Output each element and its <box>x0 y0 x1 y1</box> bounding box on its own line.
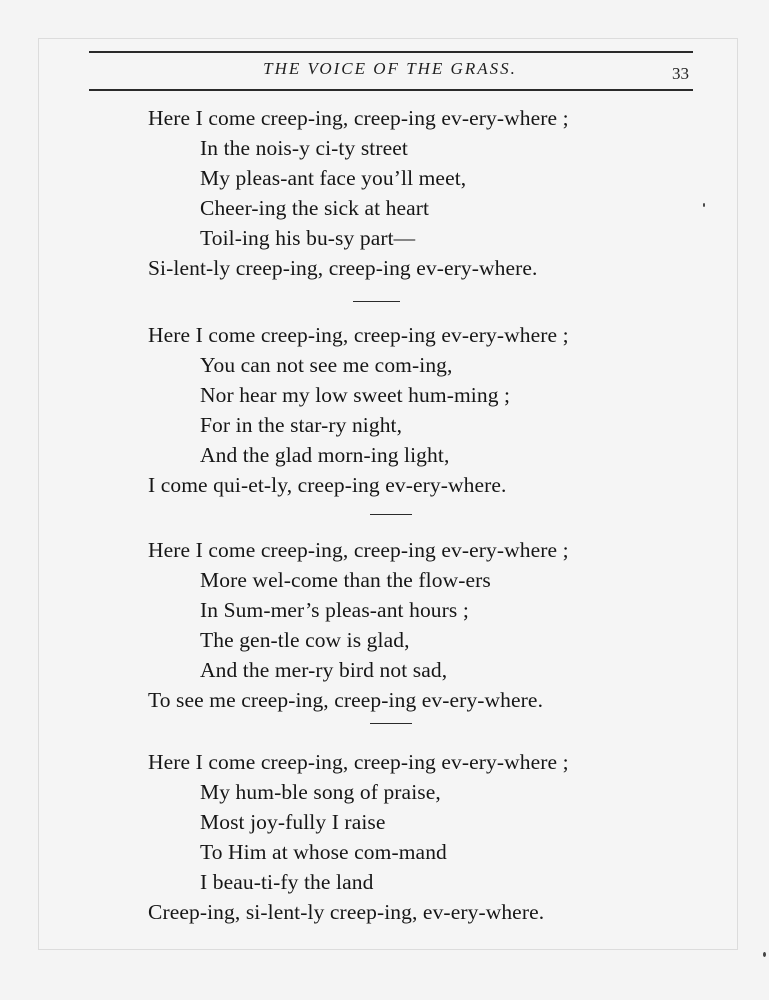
poem-line: To see me creep-ing, creep-ing ev-ery-where. <box>148 688 544 712</box>
poem-line: The gen-tle cow is glad, <box>200 628 410 652</box>
poem-line: To Him at whose com-mand <box>200 840 447 864</box>
header-bottom-rule <box>89 89 693 91</box>
poem-line: Most joy-fully I raise <box>200 810 386 834</box>
poem-line: In Sum-mer’s pleas-ant hours ; <box>200 598 469 622</box>
poem-line: Here I come creep-ing, creep-ing ev-ery-where ; <box>148 750 569 774</box>
poem-line: Cheer-ing the sick at heart <box>200 196 430 220</box>
poem-line: My hum-ble song of praise, <box>200 780 441 804</box>
stanza-divider <box>370 514 412 515</box>
header-top-rule <box>89 51 693 53</box>
poem-line: Here I come creep-ing, creep-ing ev-ery-where ; <box>148 106 569 130</box>
paper-speck <box>703 203 705 207</box>
stanza-2 <box>148 320 668 500</box>
poem-line: And the glad morn-ing light, <box>200 443 450 467</box>
poem-line: Nor hear my low sweet hum-ming ; <box>200 383 511 407</box>
poem-line: Here I come creep-ing, creep-ing ev-ery-where ; <box>148 323 569 347</box>
paper-speck <box>763 952 766 957</box>
stanza-divider <box>370 723 412 724</box>
page-number: 33 <box>672 64 689 83</box>
poem-line: You can not see me com-ing, <box>200 353 453 377</box>
stanza-3 <box>148 535 668 715</box>
stanza-4 <box>148 747 668 927</box>
poem-line: For in the star-ry night, <box>200 413 403 437</box>
running-title: THE VOICE OF THE GRASS. <box>263 59 517 78</box>
stanza-divider <box>353 301 400 302</box>
poem-line: My pleas-ant face you’ll meet, <box>200 166 467 190</box>
poem-line: Here I come creep-ing, creep-ing ev-ery-where ; <box>148 538 569 562</box>
stanza-1 <box>148 103 668 283</box>
poem-line: In the nois-y ci-ty street <box>200 136 408 160</box>
poem-line: Creep-ing, si-lent-ly creep-ing, ev-ery-where. <box>148 900 545 924</box>
poem-line: More wel-come than the flow-ers <box>200 568 491 592</box>
poem-line: I beau-ti-fy the land <box>200 870 374 894</box>
poem-line: I come qui-et-ly, creep-ing ev-ery-where. <box>148 473 507 497</box>
poem-line: Toil-ing his bu-sy part— <box>200 226 416 250</box>
poem-line: Si-lent-ly creep-ing, creep-ing ev-ery-where. <box>148 256 538 280</box>
poem-line: And the mer-ry bird not sad, <box>200 658 448 682</box>
